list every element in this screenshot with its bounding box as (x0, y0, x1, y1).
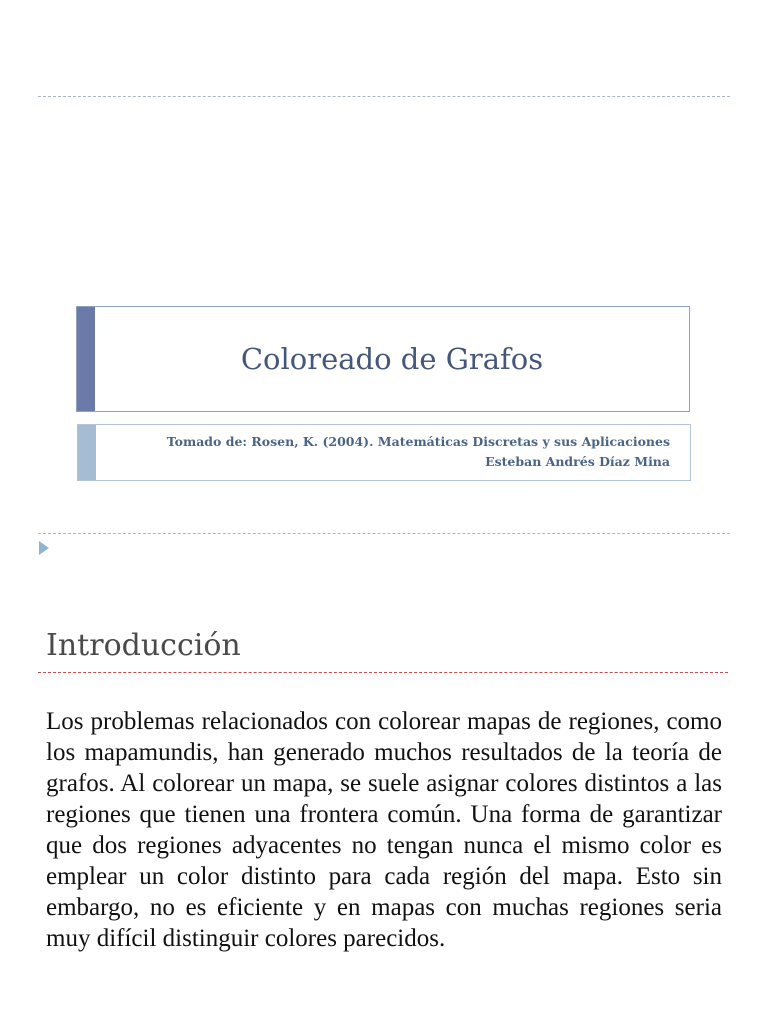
slide-title: Coloreado de Grafos (240, 342, 544, 376)
subtitle-text (167, 432, 670, 472)
triangle-right-icon (39, 541, 49, 555)
heading-underline (38, 672, 728, 673)
title-accent-bar (77, 307, 95, 411)
section-heading: Introducción (46, 628, 241, 663)
subtitle-accent-bar (78, 425, 96, 480)
subtitle-box (77, 424, 691, 481)
author-line: Esteban Andrés Díaz Mina (485, 454, 670, 469)
top-dotted-divider (38, 96, 730, 97)
title-box (76, 306, 690, 412)
intro-paragraph: Los problemas relacionados con colorear mapas de regiones, como los mapamundis, han generado muchos resultados de la teoría de grafos. Al colorear un mapa, se suele asignar colores distintos a las regiones que tienen una frontera común. Una forma de garantizar que dos regiones adyacentes no tengan nunca el mismo color es emplear un color distinto para cada región del mapa. Esto sin embargo, no es eficiente y en mapas con muchas regiones seria muy difícil distinguir colores parecidos. (46, 708, 722, 952)
citation-line: Tomado de: Rosen, K. (2004). Matemáticas Discretas y sus Aplicaciones (166, 434, 670, 449)
slide-dotted-divider (38, 533, 730, 534)
